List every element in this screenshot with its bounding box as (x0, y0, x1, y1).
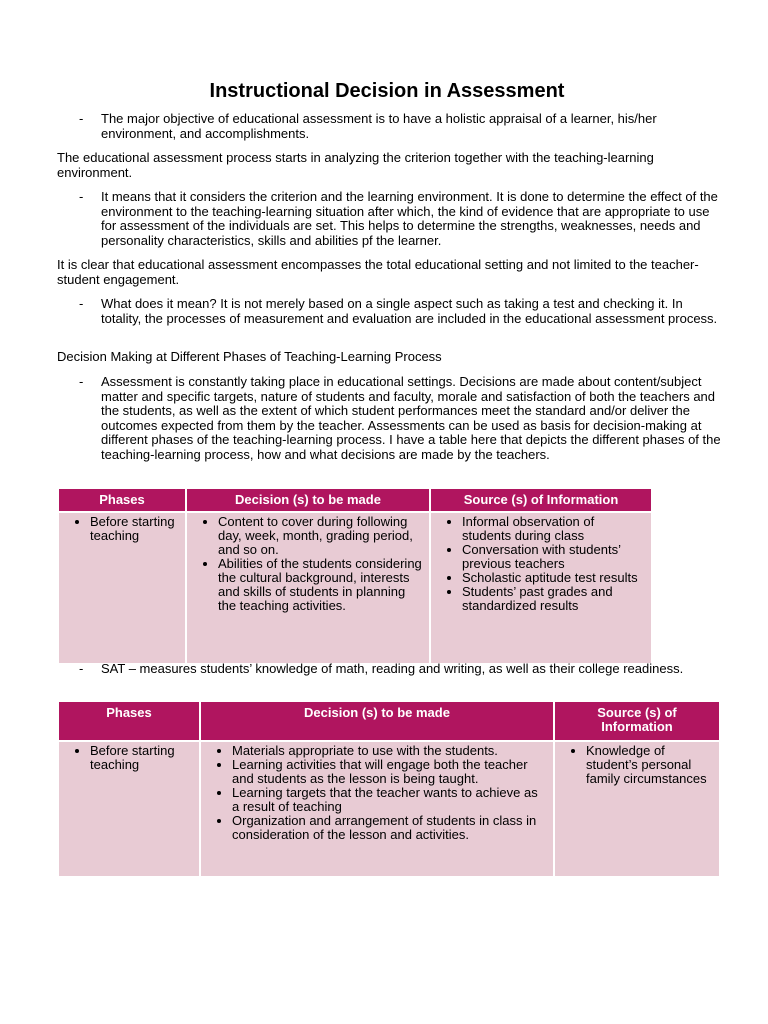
bullet-text-meaning: What does it mean? It is not merely based on a single aspect such as taking a test and checking it. In totality, the processes of measurement and evaluation are included in the educational assessment process. (101, 296, 718, 326)
header-phases: Phases (58, 701, 200, 741)
section-heading-decision-making: Decision Making at Different Phases of Teaching-Learning Process (57, 349, 442, 364)
header-decisions: Decision (s) to be made (200, 701, 554, 741)
bullet-text-criterion: It means that it considers the criterion and the learning environment. It is done to determine the effect of the environment to the teaching-learning situation after which, the kind of evidence that are appropriate to use for assessment of the individuals are set. This helps to determine the strengths, weaknesses, needs and personality characteristics, skills and abilities pf the learner. (101, 189, 718, 248)
paragraph-setting: It is clear that educational assessment encompasses the total educational setting and not limited to the teacher-student engagement. (57, 257, 699, 287)
dash-bullet: - (79, 661, 84, 676)
cell-sources (554, 741, 720, 877)
list-item: • Students’ past grades and standardized results (462, 585, 645, 613)
list-item: • Before starting teaching (90, 515, 179, 543)
header-decisions: Decision (s) to be made (186, 488, 430, 512)
cell-decisions (186, 512, 430, 664)
list-item: • Learning targets that the teacher wants to achieve as a result of teaching (232, 786, 547, 814)
bullet-text-objective: The major objective of educational assessment is to have a holistic appraisal of a learner, his/her environment, and accomplishments. (101, 111, 657, 141)
list-item: • Content to cover during following day, week, month, grading period, and so on. (218, 515, 423, 557)
table-row (58, 512, 652, 664)
table-header-row (58, 488, 652, 512)
list-item: • Scholastic aptitude test results (462, 571, 645, 585)
page-title: Instructional Decision in Assessment (209, 80, 565, 102)
table-row (58, 741, 720, 877)
phases-table-2 (57, 700, 721, 878)
list-item: • Learning activities that will engage both the teacher and students as the lesson is being taught. (232, 758, 547, 786)
list-item: • Before starting teaching (90, 744, 193, 772)
cell-decisions (200, 741, 554, 877)
phases-table-1 (57, 487, 653, 665)
list-item: • Abilities of the students considering the cultural background, interests and skills of students in planning the teaching activities. (218, 557, 423, 613)
dash-bullet: - (79, 296, 84, 311)
header-sources: Source (s) of Information (554, 701, 720, 741)
header-phases: Phases (58, 488, 186, 512)
list-item: • Materials appropriate to use with the students. (232, 744, 547, 758)
dash-bullet: - (79, 189, 84, 204)
bullet-text-assessment: Assessment is constantly taking place in educational settings. Decisions are made about content/subject matter and specific targets, nature of students and faculty, morale and satisfaction of both the teachers and the students, as well as the extent of which student performances meet the standard and/or deliver the outcomes expected from them by the teacher. Assessments can be used as basis for decision-making at different phases of the teaching-learning process. I have a table here that depicts the different phases of the teaching-learning process, how and what decisions are made by the teachers. (101, 374, 721, 462)
list-item: • Informal observation of students during class (462, 515, 645, 543)
table-header-row (58, 701, 720, 741)
header-sources: Source (s) of Information (430, 488, 652, 512)
paragraph-process: The educational assessment process starts in analyzing the criterion together with the teaching-learning environment. (57, 150, 654, 180)
list-item: • Knowledge of student’s personal family circumstances (586, 744, 713, 786)
cell-phase (58, 741, 200, 877)
list-item: • Organization and arrangement of students in class in consideration of the lesson and activities. (232, 814, 547, 842)
dash-bullet: - (79, 374, 84, 389)
list-item: • Conversation with students’ previous teachers (462, 543, 645, 571)
cell-sources (430, 512, 652, 664)
bullet-text-sat: SAT – measures students’ knowledge of math, reading and writing, as well as their college readiness. (101, 661, 684, 676)
dash-bullet: - (79, 111, 84, 126)
cell-phase (58, 512, 186, 664)
